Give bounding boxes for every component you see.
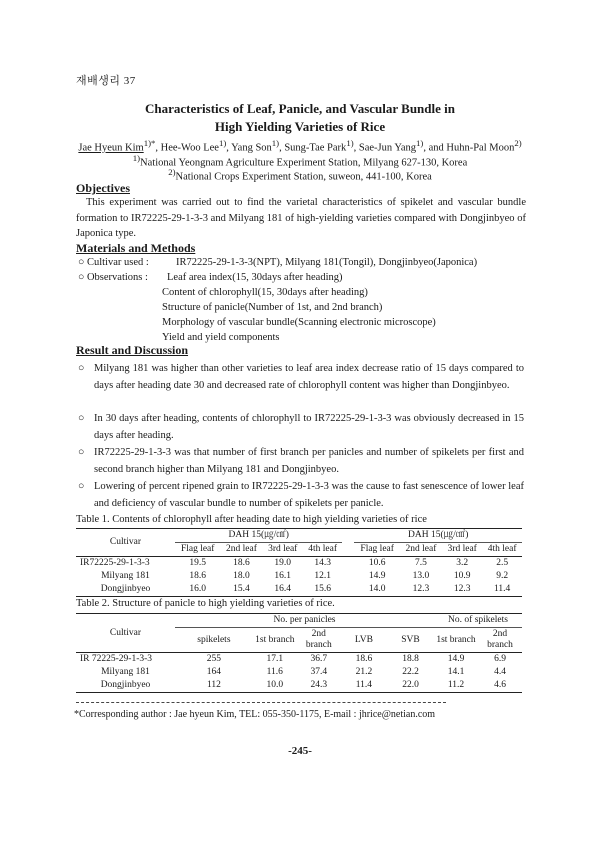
- table-subheader: 4th leaf: [308, 544, 338, 554]
- author: Hee-Woo Lee: [160, 142, 219, 154]
- section-heading-methods: Materials and Methods: [76, 241, 196, 255]
- table-group-header: No. of spikelets: [434, 614, 522, 628]
- footnote-divider: [76, 702, 446, 703]
- table-subheader: Flag leaf: [180, 544, 215, 554]
- circle-bullet-icon: ○: [78, 363, 85, 374]
- table-cell: Dongjinbyeo: [100, 584, 151, 594]
- table-header: Cultivar: [76, 529, 175, 557]
- table-cell: 3.2: [456, 558, 469, 568]
- paper-title-line2: High Yielding Varieties of Rice: [214, 119, 386, 134]
- table-cell: 112: [206, 680, 221, 690]
- cultivar-label: ○ Cultivar used :: [78, 257, 149, 268]
- table-cell: 14.1: [447, 667, 465, 677]
- table-subheader: 3rd leaf: [268, 544, 298, 554]
- table-cell: 24.3: [310, 680, 328, 690]
- table-cell: 21.2: [355, 667, 373, 677]
- affiliation-text: National Crops Experiment Station, suweon, 441-100, Korea: [175, 171, 432, 183]
- result-item: [78, 410, 524, 446]
- table-cell: 37.4: [310, 667, 328, 677]
- table-cell: 18.0: [233, 571, 250, 581]
- page-number: -245-: [288, 745, 312, 757]
- author-sup: 1): [271, 138, 280, 148]
- table-cell: 12.3: [453, 584, 471, 594]
- table-cell: 13.0: [412, 571, 430, 581]
- table-cell: 11.6: [266, 667, 283, 677]
- affiliation-text: National Yeongnam Agriculture Experiment Station, Milyang 627-130, Korea: [140, 157, 468, 169]
- table-row: [76, 557, 522, 571]
- table-cell: 18.6: [189, 571, 206, 581]
- result-item: [78, 360, 524, 412]
- table-cell: 22.0: [402, 680, 419, 690]
- table-cell: 14.0: [368, 584, 386, 594]
- result-item: [78, 444, 524, 480]
- section-heading-results: Result and Discussion: [76, 343, 189, 357]
- table-subheader: 1st branch: [255, 634, 295, 645]
- table2: [76, 613, 522, 693]
- running-header: 재배생리 37: [76, 75, 136, 87]
- observation-item: Leaf area index(15, 30days after heading): [167, 272, 343, 283]
- table-subheader: 2nd branch: [305, 629, 332, 650]
- table-cell: 7.5: [415, 558, 427, 568]
- observation-item: Yield and yield components: [162, 332, 280, 343]
- circle-bullet-icon: ○: [78, 481, 85, 492]
- table-cell: Milyang 181: [101, 571, 150, 581]
- cultivar-text: IR72225-29-1-3-3(NPT), Milyang 181(Tongil), Dongjinbyeo(Japonica): [176, 257, 478, 268]
- result-text: In 30 days after heading, contents of chlorophyll to IR72225-29-1-3-3 was obviously decreased in 15 days after heading.: [94, 413, 524, 441]
- table-cell: 18.8: [402, 654, 419, 664]
- table-cell: Milyang 181: [101, 667, 150, 677]
- author-sup: 1)*: [143, 138, 156, 148]
- observation-item: Content of chlorophyll(15, 30days after heading): [162, 287, 368, 298]
- table-cell: 15.6: [314, 584, 331, 594]
- result-text: Milyang 181 was higher than other varieties to leaf area index decrease ratio of 15 days compared to days after heading date 30 and decreased rate of chlorophyll content was higher than Dongjinbyeo.: [94, 363, 524, 391]
- table-cell: 10.6: [368, 558, 386, 568]
- circle-bullet-icon: ○: [78, 447, 85, 458]
- table-row: [76, 679, 522, 693]
- affiliation-sup: 1): [132, 153, 141, 163]
- table-cell: 9.2: [496, 571, 509, 581]
- table-subheader: 2nd branch: [487, 629, 513, 650]
- table1-caption: Table 1. Contents of chlorophyll after heading date to high yielding varieties of rice: [76, 514, 427, 525]
- author: Sae-Jun Yang: [358, 142, 417, 154]
- table-subheader: SVB: [401, 634, 420, 645]
- table-cell: 6.9: [494, 654, 506, 664]
- author: Sung-Tae Park: [284, 142, 347, 154]
- table-group-header: No. per panicles: [175, 614, 434, 628]
- table-subheader: 2nd leaf: [405, 544, 437, 554]
- table-cell: 19.0: [274, 558, 292, 568]
- table-row: [76, 570, 522, 583]
- table-cell: 16.4: [274, 584, 292, 594]
- table-subheader: 1st branch: [436, 634, 476, 645]
- author: and Huhn-Pal Moon: [428, 142, 515, 154]
- table-cell: 11.4: [494, 584, 511, 594]
- table-row: [76, 666, 522, 679]
- author-sup: 2): [514, 138, 522, 148]
- table-cell: 15.4: [233, 584, 250, 594]
- table-cell: 10.9: [453, 571, 471, 581]
- table-cell: 14.9: [447, 654, 465, 664]
- author-sup: 1): [346, 138, 354, 148]
- table-subheader: Flag leaf: [360, 544, 394, 554]
- table-subheader: 3rd leaf: [447, 544, 477, 554]
- table-row: [76, 583, 522, 597]
- table-cell: 36.7: [310, 654, 328, 664]
- table-cell: 16.1: [274, 571, 292, 581]
- observations-label: ○ Observations :: [78, 272, 148, 283]
- observation-item: Structure of panicle(Number of 1st, and 2nd branch): [162, 302, 383, 313]
- author: Yang Son: [231, 142, 272, 154]
- table-cell: 14.9: [368, 571, 386, 581]
- author-sup: 1): [416, 138, 424, 148]
- table-cell: 4.6: [494, 680, 506, 690]
- table-cell: 164: [206, 667, 222, 677]
- observation-item: Morphology of vascular bundle(Scanning electronic microscope): [162, 317, 436, 328]
- result-text: Lowering of percent ripened grain to IR72225-29-1-3-3 was the cause to fast senescence of lower leaf and deficiency of vascular bundle to number of spikelets per panicle.: [94, 481, 524, 509]
- author-list: Jae Hyeun Kim$^{1)*}$, Hee-Woo Lee$^{1)}$, Yang Son$^{1)}$, Sung-Tae Park$^{1)}$, Sae-Jun Yang$^{1)}$, and Huhn-Pal Moon$^{2)}$: [78, 138, 522, 154]
- table-cell: IR72225-29-1-3-3: [80, 558, 150, 568]
- table-row: [76, 653, 522, 667]
- circle-bullet-icon: ○: [78, 413, 85, 424]
- corresponding-author: Jae Hyeun Kim: [78, 142, 144, 154]
- table-subheader: spikelets: [197, 634, 231, 645]
- table-cell: 14.3: [314, 558, 331, 568]
- table-header: Cultivar: [76, 614, 175, 653]
- table1: [76, 528, 522, 597]
- table-group-header: DAH 15(㎍/㎠): [354, 529, 522, 543]
- table-cell: 2.5: [496, 558, 509, 568]
- table-cell: 255: [206, 654, 222, 664]
- result-text: IR72225-29-1-3-3 was that number of first branch per panicles and number of spikelets per first and second branch higher than Milyang 181 and Dongjinbyeo.: [94, 447, 524, 475]
- table-cell: 12.1: [314, 571, 331, 581]
- table-cell: 10.0: [266, 680, 284, 690]
- table-subheader: LVB: [354, 634, 373, 645]
- table-cell: 11.4: [355, 680, 373, 690]
- table-cell: 19.5: [189, 558, 206, 568]
- table-cell: 18.6: [233, 558, 250, 568]
- table-subheader: 2nd leaf: [226, 544, 257, 554]
- table-subheader: 4th leaf: [487, 544, 517, 554]
- table2-caption: Table 2. Structure of panicle to high yielding varieties of rice.: [76, 598, 335, 609]
- table-group-header: DAH 15(㎍/㎠): [175, 529, 342, 543]
- table-cell: IR 72225-29-1-3-3: [80, 654, 153, 664]
- corresponding-author-footnote: *Corresponding author : Jae hyeun Kim, TEL: 055-350-1175, E-mail : jhrice@netian.com: [74, 709, 436, 720]
- table-cell: 18.6: [355, 654, 373, 664]
- table-cell: 17.1: [266, 654, 284, 664]
- table-cell: Dongjinbyeo: [100, 680, 151, 690]
- table-cell: 4.4: [494, 667, 506, 677]
- section-heading-objectives: Objectives: [76, 181, 130, 195]
- result-item: [78, 478, 524, 514]
- table-cell: 22.2: [402, 667, 419, 677]
- table-cell: 16.0: [189, 584, 206, 594]
- table-cell: 12.3: [412, 584, 430, 594]
- affiliation-sup: 2): [168, 167, 176, 177]
- objectives-paragraph: This experiment was carried out to find the varietal characteristics of spikelet and vascular bundle formation to IR72225-29-1-3-3 and Milyang 181 of high-yielding varieties compared with Dongjinbyeo of Japonica type.: [76, 197, 526, 239]
- author-sup: 1): [218, 138, 227, 148]
- paper-title-line1: Characteristics of Leaf, Panicle, and Vascular Bundle in: [145, 101, 455, 116]
- table-cell: 11.2: [447, 680, 465, 690]
